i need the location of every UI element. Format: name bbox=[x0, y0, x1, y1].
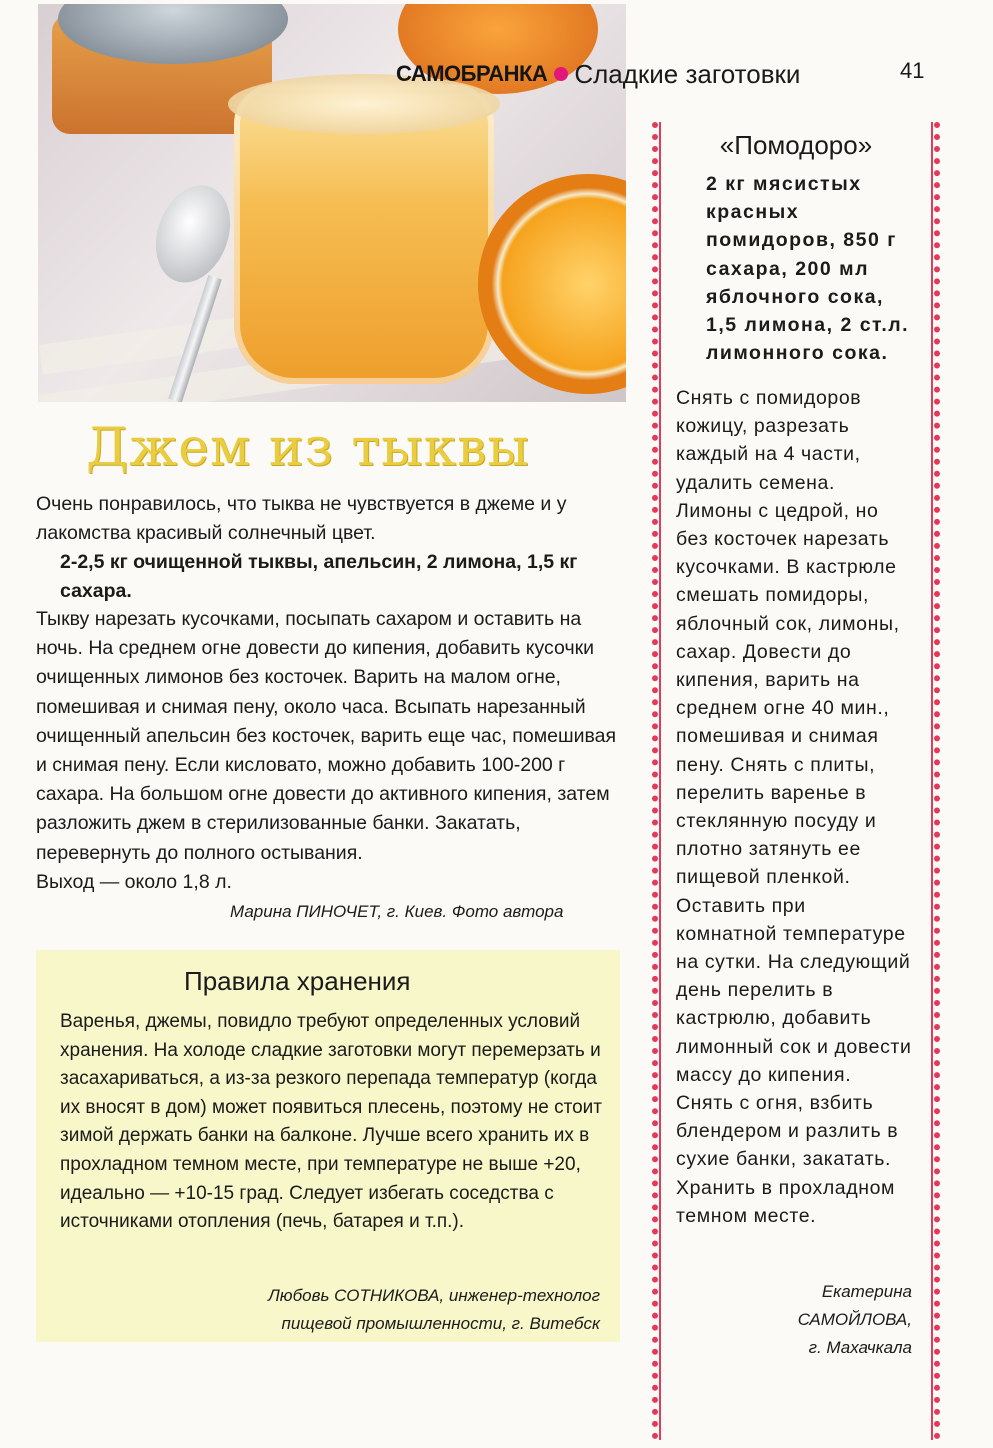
page-header bbox=[396, 56, 800, 92]
orange-slice-image bbox=[478, 174, 626, 394]
pink-dot-icon bbox=[554, 67, 568, 81]
storage-byline bbox=[200, 1282, 600, 1338]
page-number: 41 bbox=[900, 58, 925, 83]
magazine-brand: САМОБРАНКА bbox=[396, 61, 548, 86]
article-byline: Марина ПИНОЧЕТ, г. Киев. Фото автора bbox=[230, 902, 564, 921]
sidebar-byline-city: г. Махачкала bbox=[808, 1338, 912, 1357]
sidebar-byline-name: Екатерина bbox=[821, 1282, 912, 1301]
article-ingredients: 2-2,5 кг очищенной тыквы, апельсин, 2 лимона, 1,5 кг сахара. bbox=[60, 551, 578, 603]
storage-text: Варенья, джемы, повидло требуют определенных условий хранения. На холоде сладкие заготовки могут перемерзать и засахариваться, а из-за резкого перепада температур (когда их вносят в дом) может появиться плесень, поэтому не стоит зимой держать банки на балконе. Лучше всего хранить их в прохладном темном месте, при температуре не выше +20, идеально — +10-15 град. Следует избегать соседства с источниками отопления (печь, батарея и т.п.). bbox=[60, 1011, 602, 1233]
storage-byline-line2: пищевой промышленности, г. Витебск bbox=[281, 1314, 600, 1333]
section-name: Сладкие заготовки bbox=[574, 58, 801, 89]
sidebar-recipe-title: «Помодоро» bbox=[719, 130, 873, 160]
sidebar-recipe-steps: Снять с помидоров кожицу, разрезать каждый на 4 части, удалить семена. Лимоны с цедрой, но без косточек нарезать кусочками. В кастрюле смешать помидоры, яблочный сок, лимоны, сахар. Довести до кипения, варить на среднем огне 40 мин., помешивая и снимая пену. Снять с плиты, перелить варенье в стеклянную посуду и плотно затянуть ее пищевой пленкой. Оставить при комнатной температуре на сутки. На следующий день перелить в кастрюлю, добавить лимонный сок и довести массу до кипения. Снять с огня, взбить блендером и разлить в сухие банки, закатать. Хранить в прохладном темном месте. bbox=[676, 387, 912, 1227]
article-intro: Очень понравилось, что тыква не чувствуется в джеме и у лакомства красивый солнечный цвет. bbox=[36, 493, 567, 545]
article-title: Джем из тыквы bbox=[86, 418, 530, 478]
article-steps bbox=[36, 605, 626, 897]
spoon-image bbox=[143, 175, 243, 293]
article-steps-text: Тыкву нарезать кусочками, посыпать сахаром и оставить на ночь. На среднем огне довести до кипения, добавить кусочки очищенных лимонов без косточек. Варить на малом огне, помешивая и снимая пену, около часа. Всыпать нарезанный очищенный апельсин без косточек, варить еще час, помешивая и снимая пену. Если кисловато, можно добавить 100-200 г сахара. На большом огне довести до активного кипения, затем разложить джем в стерилизованные банки. Закатать, перевернуть до полного остывания. bbox=[36, 608, 617, 864]
article-yield: Выход — около 1,8 л. bbox=[36, 870, 232, 893]
storage-byline-line1: Любовь СОТНИКОВА, инженер-технолог bbox=[268, 1286, 600, 1305]
sidebar-recipe-ingredients: 2 кг мясистых красных помидоров, 850 г сахара, 200 мл яблочного сока, 1,5 лимона, 2 ст.л. лимонного сока. bbox=[706, 173, 910, 365]
storage-title: Правила хранения bbox=[184, 966, 411, 996]
sidebar-byline-surname: САМОЙЛОВА, bbox=[797, 1310, 912, 1329]
sidebar-recipe-byline bbox=[680, 1278, 912, 1362]
